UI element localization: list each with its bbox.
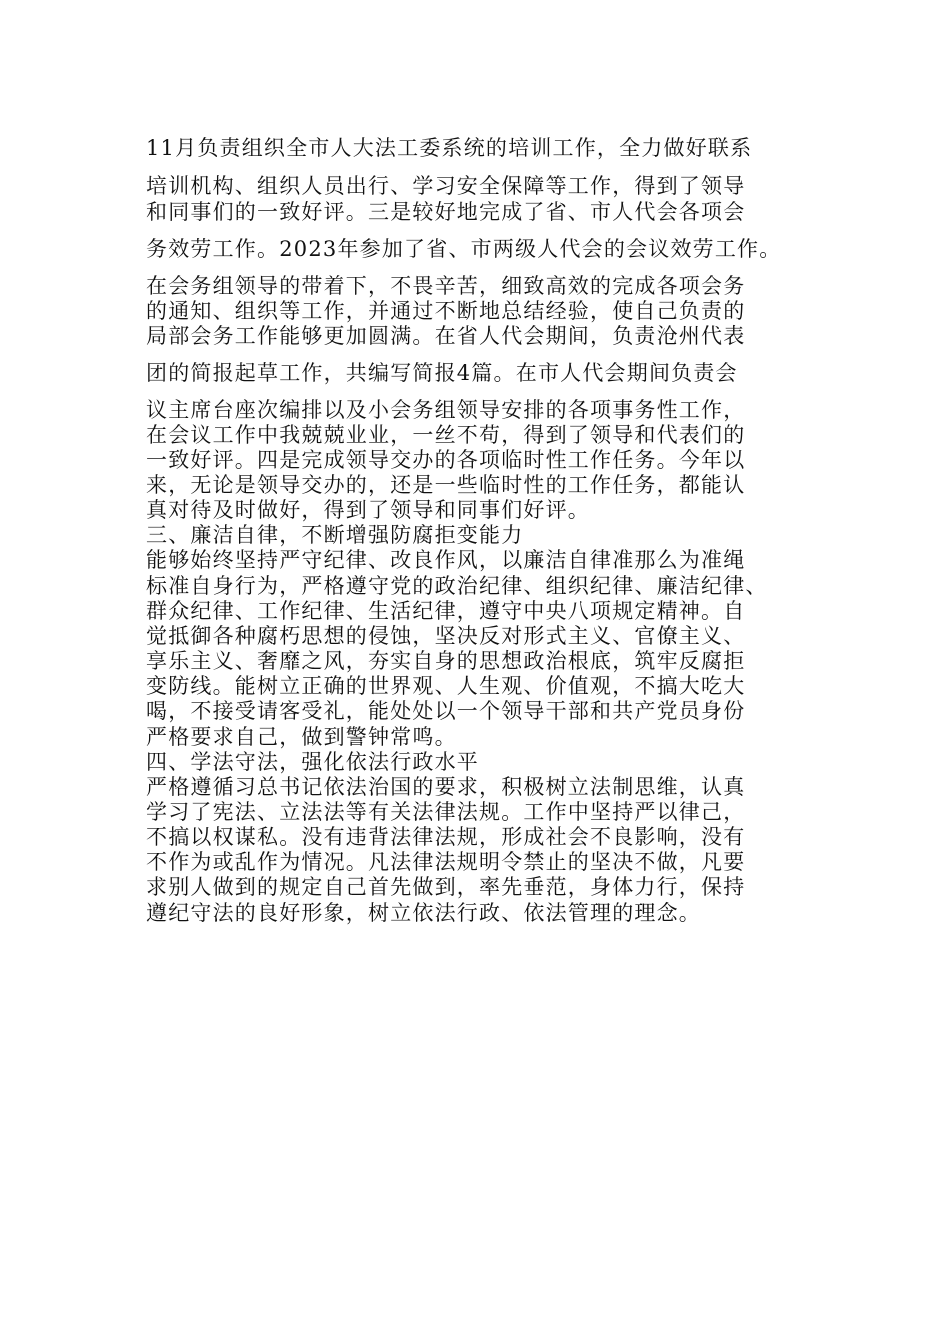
section-heading: 三、廉洁自律，不断增强防腐拒变能力	[146, 523, 524, 547]
body-text-line: 不作为或乱作为情况。凡法律法规明令禁止的坚决不做，凡要	[146, 850, 746, 874]
section-heading: 四、学法守法，强化依法行政水平	[146, 750, 479, 774]
body-text-line: 团的简报起草工作，共编写简报4篇。在市人代会期间负责会	[146, 361, 738, 385]
body-text-line: 群众纪律、工作纪律、生活纪律，遵守中央八项规定精神。自	[146, 599, 746, 623]
body-text-line: 觉抵御各种腐朽思想的侵蚀，坚决反对形式主义、官僚主义、	[146, 624, 746, 648]
body-text-line: 议主席台座次编排以及小会务组领导安排的各项事务性工作，	[146, 398, 746, 422]
body-text-line: 变防线。能树立正确的世界观、人生观、价值观，不搞大吃大	[146, 674, 746, 698]
body-text-line: 11月负责组织全市人大法工委系统的培训工作，全力做好联系	[146, 136, 753, 160]
body-text-line: 标准自身行为，严格遵守党的政治纪律、组织纪律、廉洁纪律、	[146, 574, 768, 598]
body-text-line: 不搞以权谋私。没有违背法律法规，形成社会不良影响，没有	[146, 825, 746, 849]
body-text-line: 遵纪守法的良好形象，树立依法行政、依法管理的理念。	[146, 901, 701, 925]
body-text-line: 真对待及时做好，得到了领导和同事们好评。	[146, 498, 590, 522]
body-text-line: 一致好评。四是完成领导交办的各项临时性工作任务。今年以	[146, 448, 746, 472]
body-text-line: 培训机构、组织人员出行、学习安全保障等工作，得到了领导	[146, 174, 746, 198]
body-text-line: 喝，不接受请客受礼，能处处以一个领导干部和共产党员身份	[146, 699, 746, 723]
body-text-line: 严格遵循习总书记依法治国的要求，积极树立法制思维，认真	[146, 775, 746, 799]
body-text-line: 在会务组领导的带着下，不畏辛苦，细致高效的完成各项会务	[146, 274, 746, 298]
body-text-line: 求别人做到的规定自己首先做到，率先垂范，身体力行，保持	[146, 875, 746, 899]
body-text-line: 局部会务工作能够更加圆满。在省人代会期间，负责沧州代表	[146, 324, 746, 348]
body-text-line: 学习了宪法、立法法等有关法律法规。工作中坚持严以律己，	[146, 800, 746, 824]
body-text-line: 在会议工作中我兢兢业业，一丝不苟，得到了领导和代表们的	[146, 423, 746, 447]
body-text-line: 的通知、组织等工作，并通过不断地总结经验，使自己负责的	[146, 299, 746, 323]
body-text-line: 严格要求自己，做到警钟常鸣。	[146, 725, 457, 749]
body-text-line: 来，无论是领导交办的，还是一些临时性的工作任务，都能认	[146, 473, 746, 497]
body-text-line: 享乐主义、奢靡之风，夯实自身的思想政治根底，筑牢反腐拒	[146, 649, 746, 673]
body-text-line: 能够始终坚持严守纪律、改良作风，以廉洁自律准那么为准绳	[146, 548, 746, 572]
body-text-line: 和同事们的一致好评。三是较好地完成了省、市人代会各项会	[146, 200, 746, 224]
body-text-line: 务效劳工作。2023年参加了省、市两级人代会的会议效劳工作。	[146, 237, 782, 261]
